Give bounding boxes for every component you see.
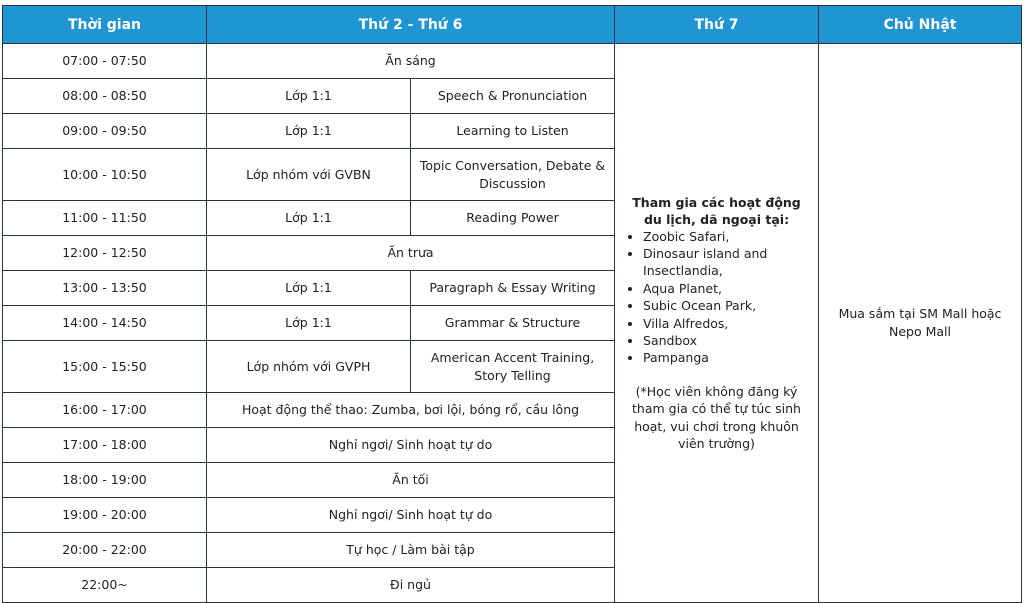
time-cell: 08:00 - 08:50 [3,79,207,114]
time-cell: 10:00 - 10:50 [3,149,207,201]
activity-cell: Nghỉ ngơi/ Sinh hoạt tự do [207,428,615,463]
saturday-heading: Tham gia các hoạt động du lịch, dã ngoại tại: [632,194,801,227]
class-cell: Lớp 1:1 [207,306,411,341]
time-cell: 18:00 - 19:00 [3,463,207,498]
time-cell: 20:00 - 22:00 [3,533,207,568]
subject-cell: Topic Conversation, Debate & Discussion [411,149,615,201]
time-cell: 13:00 - 13:50 [3,271,207,306]
activity-cell: Ăn sáng [207,44,615,79]
list-item: • Pampanga [643,349,810,366]
header-sunday: Chủ Nhật [819,6,1022,44]
schedule-table [2,5,1022,603]
sunday-cell: Mua sắm tại SM Mall hoặc Nepo Mall [819,44,1022,603]
subject-cell: Reading Power [411,201,615,236]
subject-cell: Speech & Pronunciation [411,79,615,114]
activity-cell: Nghỉ ngơi/ Sinh hoạt tự do [207,498,615,533]
time-cell: 11:00 - 11:50 [3,201,207,236]
class-cell: Lớp 1:1 [207,271,411,306]
time-cell: 14:00 - 14:50 [3,306,207,341]
header-saturday: Thứ 7 [615,6,819,44]
list-item: • Dinosaur island and Insectlandia, [643,245,810,280]
activity-cell: Hoạt động thể thao: Zumba, bơi lội, bóng rổ, cầu lông [207,393,615,428]
activity-cell: Ăn tối [207,463,615,498]
class-cell: Lớp 1:1 [207,79,411,114]
time-cell: 15:00 - 15:50 [3,341,207,393]
list-item: • Aqua Planet, [643,280,810,297]
time-cell: 19:00 - 20:00 [3,498,207,533]
subject-cell: Paragraph & Essay Writing [411,271,615,306]
activity-cell: Đi ngủ [207,568,615,603]
activity-cell: Tự học / Làm bài tập [207,533,615,568]
class-cell: Lớp nhóm với GVBN [207,149,411,201]
saturday-cell [615,44,819,603]
class-cell: Lớp nhóm với GVPH [207,341,411,393]
header-weekdays: Thứ 2 - Thứ 6 [207,6,615,44]
subject-cell: Learning to Listen [411,114,615,149]
saturday-places-list [623,228,810,367]
class-cell: Lớp 1:1 [207,201,411,236]
table-row [3,44,1022,79]
list-item: • Zoobic Safari, [643,228,810,245]
subject-cell: American Accent Training, Story Telling [411,341,615,393]
header-time: Thời gian [3,6,207,44]
time-cell: 22:00~ [3,568,207,603]
time-cell: 16:00 - 17:00 [3,393,207,428]
class-cell: Lớp 1:1 [207,114,411,149]
subject-cell: Grammar & Structure [411,306,615,341]
list-item: • Villa Alfredos, [643,315,810,332]
time-cell: 17:00 - 18:00 [3,428,207,463]
time-cell: 12:00 - 12:50 [3,236,207,271]
time-cell: 09:00 - 09:50 [3,114,207,149]
saturday-note: (*Học viên không đăng ký tham gia có thể tự túc sinh hoạt, vui chơi trong khuôn viên trường) [632,383,801,452]
time-cell: 07:00 - 07:50 [3,44,207,79]
header-row [3,6,1022,44]
list-item: • Subic Ocean Park, [643,297,810,314]
list-item: • Sandbox [643,332,810,349]
activity-cell: Ăn trưa [207,236,615,271]
